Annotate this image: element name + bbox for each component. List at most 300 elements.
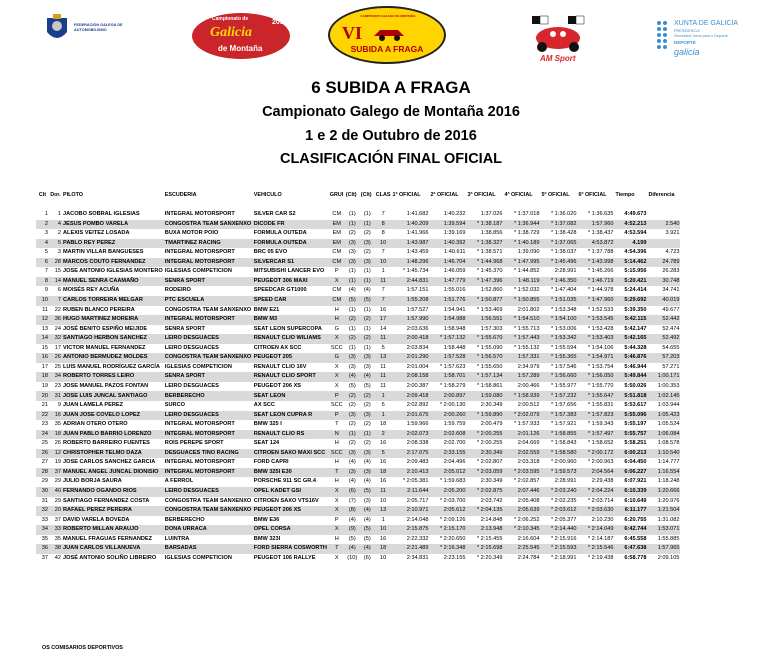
table-cell: RENAULT CLIO SPORT: [253, 372, 329, 382]
table-cell: SPEED CAR: [253, 296, 329, 306]
table-cell: T: [329, 420, 345, 430]
table-cell: * 1:45.734: [391, 267, 429, 277]
table-cell: 6:10.649: [614, 497, 647, 507]
table-cell: * 2:03.595: [503, 468, 540, 478]
table-cell: 6:00.213: [614, 449, 647, 459]
table-cell: 2: [36, 220, 49, 230]
championship-subtitle: Campionato Galego de Montaña 2016: [262, 104, 520, 120]
table-cell: * 2:05.381: [391, 477, 429, 487]
table-cell: (2): [345, 334, 360, 344]
table-cell: 1:57.960: [577, 220, 614, 230]
table-cell: 11: [375, 277, 392, 287]
table-cell: * 1:53.006: [540, 325, 577, 335]
xunta-logo: [656, 20, 766, 68]
table-cell: 1:48.296: [391, 258, 429, 268]
table-cell: 5:55.096: [614, 411, 647, 421]
table-cell: (3): [360, 363, 375, 373]
column-header: Diferencia: [648, 192, 675, 199]
table-cell: CITROEN AX SCC: [253, 344, 329, 354]
table-cell: (2): [360, 401, 375, 411]
table-cell: * 1:37.018: [503, 210, 540, 220]
table-cell: * 2:00.255: [466, 430, 503, 440]
table-cell: * 1:57.132: [429, 334, 466, 344]
table-cell: SENRA SPORT: [164, 372, 253, 382]
table-cell: PORSCHE 911 SC GR.4: [253, 477, 329, 487]
table-cell: 37: [49, 516, 62, 526]
table-cell: 1:41.966: [391, 229, 429, 239]
table-cell: * 1:55.831: [577, 401, 614, 411]
table-cell: * 1:38.037: [540, 248, 577, 258]
table-cell: * 1:38.437: [577, 229, 614, 239]
column-header: 4ª OFICIAL: [504, 192, 533, 199]
table-cell: SCC: [329, 449, 345, 459]
federation-name: FEDERACIÓN GALEGA DE AUTOMOBILISMO: [74, 23, 123, 32]
table-cell: JOSE ANTONIO IGLESIAS MONTERO: [62, 267, 164, 277]
table-cell: X: [329, 334, 345, 344]
table-cell: 6:10.339: [614, 487, 647, 497]
table-cell: * 1:55.713: [503, 325, 540, 335]
table-cell: RENAULT CLIO RS: [253, 430, 329, 440]
table-cell: 27: [36, 458, 49, 468]
table-cell: 10: [375, 239, 392, 249]
table-cell: X: [329, 506, 345, 516]
table-cell: X: [329, 382, 345, 392]
table-cell: 1:00.171: [647, 372, 680, 382]
table-cell: 1:55.208: [391, 296, 429, 306]
table-cell: 5:29.692: [614, 296, 647, 306]
table-cell: 2:03.742: [466, 497, 503, 507]
table-cell: 5: [375, 344, 392, 354]
table-cell: (3): [345, 353, 360, 363]
xunta-name: XUNTA DE GALICIA: [674, 20, 739, 27]
table-cell: 4:54.396: [614, 248, 647, 258]
table-cell: (3): [345, 258, 360, 268]
table-cell: (2): [360, 439, 375, 449]
am-sport-logo: [528, 14, 588, 66]
table-row: [36, 258, 680, 268]
xunta-galicia: galicia: [674, 47, 700, 57]
table-cell: * 1:58.580: [540, 449, 577, 459]
table-cell: LUIS MANUEL RODRÍGUEZ GARCÍA: [62, 363, 164, 373]
table-cell: SCC: [329, 344, 345, 354]
table-cell: TMARTINEZ RACING: [164, 239, 253, 249]
table-cell: FORMULA OUTEDA: [253, 239, 329, 249]
table-cell: 2:44.831: [391, 277, 429, 287]
table-cell: 6:45.558: [614, 535, 647, 545]
table-cell: * 1:52.533: [577, 306, 614, 316]
table-cell: 2:10.230: [577, 516, 614, 526]
table-cell: P: [329, 391, 345, 401]
table-cell: CM: [329, 286, 345, 296]
table-cell: 2:00.479: [466, 420, 503, 430]
table-cell: PEUGEOT 206 XS: [253, 382, 329, 392]
table-cell: * 2:00.130: [429, 401, 466, 411]
table-cell: IGLESIAS COMPETICION: [164, 554, 253, 564]
table-cell: 1:57.151: [391, 286, 429, 296]
table-cell: 18: [36, 372, 49, 382]
xunta-sub1: PRESIDENCIA: [674, 29, 700, 33]
table-cell: 2:01.290: [391, 353, 429, 363]
table-cell: OPEL CORSA: [253, 525, 329, 535]
table-cell: * 2:05.377: [540, 516, 577, 526]
table-cell: 2:07.446: [503, 487, 540, 497]
table-cell: * 1:58.652: [577, 439, 614, 449]
table-cell: 54.655: [647, 344, 680, 354]
table-cell: 1:05.524: [647, 420, 680, 430]
table-cell: (2): [360, 315, 375, 325]
table-cell: 1:08.578: [647, 439, 680, 449]
table-cell: * 1:57.823: [577, 411, 614, 421]
table-cell: * 2:14.049: [577, 525, 614, 535]
table-cell: 1:43.987: [391, 239, 429, 249]
table-cell: 1:20.666: [647, 487, 680, 497]
table-cell: * 1:58.279: [429, 382, 466, 392]
table-cell: * 1:53.754: [577, 363, 614, 373]
column-header: VEHICULO: [253, 192, 282, 199]
table-cell: 38: [49, 544, 62, 554]
table-cell: (4): [345, 458, 360, 468]
table-cell: CONGOSTRA TEAM SANXENXO: [164, 306, 253, 316]
table-cell: 2:09.105: [647, 554, 680, 564]
table-cell: 1:37.026: [466, 210, 503, 220]
table-cell: 1:40.611: [429, 248, 466, 258]
table-cell: * 1:55.650: [466, 363, 503, 373]
table-cell: (3): [345, 411, 360, 421]
table-cell: 2:34.831: [391, 554, 429, 564]
table-cell: INTEGRAL MOTORSPORT: [164, 248, 253, 258]
table-cell: 24: [49, 325, 62, 335]
table-cell: 1:06.084: [647, 430, 680, 440]
table-cell: * 1:38.571: [466, 248, 503, 258]
table-cell: * 1:55.770: [577, 382, 614, 392]
table-cell: 26: [49, 353, 62, 363]
table-cell: 1:57.965: [647, 544, 680, 554]
table-cell: 1:39.090: [503, 248, 540, 258]
table-cell: (3): [345, 363, 360, 373]
table-cell: 2:00.466: [503, 382, 540, 392]
table-cell: CM: [329, 210, 345, 220]
table-cell: SCC: [329, 401, 345, 411]
table-cell: (2): [360, 420, 375, 430]
table-cell: 2:17.075: [391, 449, 429, 459]
table-row: [36, 497, 680, 507]
table-row: [36, 458, 680, 468]
table-cell: 16: [36, 353, 49, 363]
table-cell: * 1:44.968: [466, 258, 503, 268]
table-cell: 1:31.082: [647, 516, 680, 526]
table-cell: RUBEN BLANCO PEREIRA: [62, 306, 164, 316]
table-cell: 1: [375, 267, 392, 277]
table-cell: 2:04.496: [429, 458, 466, 468]
table-cell: 1:40.209: [391, 220, 429, 230]
cartoon-car-icon: [528, 14, 588, 54]
table-cell: 1:39.594: [429, 220, 466, 230]
table-cell: * 2:04.135: [466, 506, 503, 516]
table-cell: CITROEN SAXO VTS16V: [253, 497, 329, 507]
table-cell: * 2:02.079: [503, 411, 540, 421]
table-cell: 1:46.704: [429, 258, 466, 268]
table-cell: BMW M3: [253, 315, 329, 325]
table-cell: 6:58.778: [614, 554, 647, 564]
table-cell: * 2:03.240: [540, 487, 577, 497]
table-cell: (4): [360, 458, 375, 468]
table-cell: 26: [36, 449, 49, 459]
table-cell: (3): [360, 353, 375, 363]
championship-logo-bot: de Montaña: [218, 44, 263, 53]
table-cell: 29: [49, 477, 62, 487]
table-cell: 2:03.834: [391, 344, 429, 354]
table-cell: MITSUBISHI LANCER EVO: [253, 267, 329, 277]
table-cell: 17: [375, 315, 392, 325]
table-cell: 18: [375, 468, 392, 478]
table-cell: 7: [49, 296, 62, 306]
table-cell: 2:21.489: [391, 544, 429, 554]
table-cell: (1): [360, 325, 375, 335]
table-cell: BERBERECHO: [164, 391, 253, 401]
table-cell: 16: [375, 439, 392, 449]
event-logo: [328, 6, 446, 64]
table-cell: 1:41.682: [391, 210, 429, 220]
table-cell: 1:43.459: [391, 248, 429, 258]
table-cell: 17: [49, 344, 62, 354]
table-cell: MARCOS COUTO FERNANDEZ: [62, 258, 164, 268]
table-cell: 6:11.177: [614, 506, 647, 516]
table-cell: 26.283: [647, 267, 680, 277]
table-cell: 35: [36, 535, 49, 545]
table-cell: * 1:59.573: [540, 468, 577, 478]
table-cell: JUAN JOSE COVELO LOPEZ: [62, 411, 164, 421]
table-cell: T: [329, 544, 345, 554]
table-cell: 13: [36, 325, 49, 335]
table-cell: 1:47.779: [429, 277, 466, 287]
table-cell: 3.921: [647, 229, 680, 239]
table-cell: BARSADAS: [164, 544, 253, 554]
table-cell: 2:03.318: [503, 458, 540, 468]
table-cell: SANTIAGO HERBON SANCHEZ: [62, 334, 164, 344]
table-cell: JACOBO SOBRAL IGLESIAS: [62, 210, 164, 220]
table-cell: (1): [360, 344, 375, 354]
table-cell: * 1:53.342: [540, 334, 577, 344]
table-cell: 11: [375, 334, 392, 344]
table-cell: 1:54.941: [429, 306, 466, 316]
table-cell: 52.492: [647, 334, 680, 344]
table-cell: * 1:43.998: [577, 258, 614, 268]
table-cell: 2:25.545: [503, 544, 540, 554]
table-cell: (6): [345, 487, 360, 497]
table-cell: * 2:10.345: [503, 525, 540, 535]
table-cell: (3): [345, 468, 360, 478]
table-cell: 16: [375, 535, 392, 545]
table-cell: X: [329, 487, 345, 497]
table-cell: * 1:55.594: [540, 344, 577, 354]
table-cell: SANTIAGO FERNANDEZ COSTA: [62, 497, 164, 507]
table-cell: (2): [345, 229, 360, 239]
table-cell: VICTOR MANUEL FERNANDEZ: [62, 344, 164, 354]
table-cell: 35: [49, 535, 62, 545]
table-cell: ROBERTO MILLAN ARAUJO: [62, 525, 164, 535]
table-cell: 5:44.328: [614, 344, 647, 354]
table-cell: SEAT LEON SUPERCOPA: [253, 325, 329, 335]
table-cell: 2:15.875: [391, 525, 429, 535]
table-cell: P: [329, 516, 345, 526]
table-cell: CITROEN SAXO MAXI SCC: [253, 449, 329, 459]
table-cell: 2:08.158: [391, 372, 429, 382]
table-cell: * 1:50.877: [466, 296, 503, 306]
table-row: [36, 210, 680, 220]
table-cell: * 1:55.365: [540, 353, 577, 363]
table-cell: 1:16.554: [647, 468, 680, 478]
table-cell: 5:55.197: [614, 420, 647, 430]
table-cell: SILVER CAR S2: [253, 210, 329, 220]
table-cell: 5:42.147: [614, 325, 647, 335]
table-cell: 8: [375, 229, 392, 239]
championship-logo: [186, 11, 298, 61]
table-cell: 1: [36, 210, 49, 220]
table-cell: 9: [49, 401, 62, 411]
table-cell: 7: [375, 296, 392, 306]
table-cell: 16: [375, 458, 392, 468]
table-row: [36, 315, 680, 325]
table-cell: CONGOSTRA TEAM SANXENXO: [164, 353, 253, 363]
table-cell: (1): [345, 306, 360, 316]
table-row: [36, 296, 680, 306]
table-cell: (1): [345, 210, 360, 220]
table-cell: X: [329, 363, 345, 373]
table-cell: * 2:00.963: [577, 458, 614, 468]
table-cell: P: [329, 267, 345, 277]
column-header: CLAS: [375, 192, 391, 199]
table-cell: BMW 323I: [253, 535, 329, 545]
table-cell: BMW 325I E30: [253, 468, 329, 478]
table-cell: * 2:15.455: [466, 535, 503, 545]
table-cell: (3): [360, 468, 375, 478]
table-cell: LUINTRA: [164, 535, 253, 545]
federation-logo: [44, 14, 144, 44]
table-cell: 1:20.976: [647, 497, 680, 507]
table-row: [36, 363, 680, 373]
table-cell: INTEGRAL MOTORSPORT: [164, 458, 253, 468]
table-cell: LEIRO DESGUACES: [164, 487, 253, 497]
table-cell: JOSÉ BENITO ESPIÑO MEIJIDE: [62, 325, 164, 335]
table-cell: 5:46.876: [614, 353, 647, 363]
table-cell: 5: [36, 248, 49, 258]
table-cell: 57.203: [647, 353, 680, 363]
table-cell: (2): [345, 315, 360, 325]
table-cell: 2:11.644: [391, 487, 429, 497]
table-row: [36, 391, 680, 401]
table-cell: (2): [360, 229, 375, 239]
table-cell: RENAULT CLIO WILIAMS: [253, 334, 329, 344]
table-cell: JOSÉ ANTONIO SOLIÑO LIBREIRO: [62, 554, 164, 564]
event-title: 6 SUBIDA A FRAGA: [311, 78, 471, 97]
table-cell: (4): [345, 286, 360, 296]
table-cell: * 2:15.170: [429, 525, 466, 535]
results-table: [36, 191, 680, 563]
table-cell: FERNANDO OGANDO RIOS: [62, 487, 164, 497]
table-cell: * 1:38.428: [540, 229, 577, 239]
table-cell: 1:14.777: [647, 458, 680, 468]
table-cell: (2): [345, 401, 360, 411]
table-cell: * 1:46.350: [540, 277, 577, 287]
table-cell: (2): [360, 248, 375, 258]
table-cell: * 1:57.623: [429, 363, 466, 373]
table-cell: (1): [360, 430, 375, 440]
table-cell: ROBERTO BARREIRO FUENTES: [62, 439, 164, 449]
table-cell: ANTONIO BERMUDEZ MOLDES: [62, 353, 164, 363]
table-cell: H: [329, 439, 345, 449]
table-cell: SILVERCAR S1: [253, 258, 329, 268]
table-cell: 1:57.331: [503, 353, 540, 363]
table-cell: 5:55.757: [614, 430, 647, 440]
table-cell: 31: [36, 497, 49, 507]
table-cell: 5:49.844: [614, 372, 647, 382]
table-cell: * 1:40.189: [503, 239, 540, 249]
table-cell: PEUGEOT 306 MAXI: [253, 277, 329, 287]
table-cell: * 1:57.443: [503, 334, 540, 344]
table-cell: 2:24.784: [503, 554, 540, 564]
table-cell: 2:10.971: [391, 506, 429, 516]
table-cell: 1:48.119: [503, 277, 540, 287]
race-car-icon: [372, 24, 406, 42]
table-cell: * 1:38.187: [466, 220, 503, 230]
table-cell: IGLESIAS COMPETICION: [164, 363, 253, 373]
table-cell: 30.748: [647, 277, 680, 287]
table-cell: 37: [49, 468, 62, 478]
table-cell: SPEEDCAR GT1000: [253, 286, 329, 296]
table-cell: 1:54.988: [429, 315, 466, 325]
table-cell: PABLO REY PEREZ: [62, 239, 164, 249]
table-cell: 6:06.227: [614, 468, 647, 478]
table-cell: * 1:47.960: [577, 296, 614, 306]
table-cell: * 1:58.855: [540, 430, 577, 440]
table-cell: * 2:02.857: [503, 477, 540, 487]
table-cell: * 2:06.252: [503, 516, 540, 526]
table-cell: INTEGRAL MOTORSPORT: [164, 210, 253, 220]
table-cell: 28: [49, 258, 62, 268]
table-cell: 11: [36, 306, 49, 316]
table-cell: (4): [345, 372, 360, 382]
event-dates: 1 e 2 de Outubro de 2016: [305, 128, 477, 144]
table-cell: EM: [329, 239, 345, 249]
table-cell: * 1:57.232: [540, 391, 577, 401]
table-row: [36, 468, 680, 478]
table-cell: * 2:15.916: [540, 535, 577, 545]
table-cell: 1:52.860: [466, 286, 503, 296]
table-cell: SENRA SPORT: [164, 325, 253, 335]
table-cell: BMW E36: [253, 516, 329, 526]
table-cell: * 2:15.546: [577, 544, 614, 554]
table-cell: X: [329, 497, 345, 507]
table-cell: 2:30.349: [466, 477, 503, 487]
table-cell: 2:00.512: [503, 401, 540, 411]
table-cell: * 1:54.510: [503, 315, 540, 325]
table-row: [36, 239, 680, 249]
table-cell: * 1:56.570: [466, 353, 503, 363]
table-cell: * 1:58.843: [540, 439, 577, 449]
table-cell: 6: [49, 286, 62, 296]
table-cell: * 1:38.729: [503, 229, 540, 239]
table-cell: 4:49.673: [614, 210, 647, 220]
table-cell: G: [329, 325, 345, 335]
table-cell: ROBERTO TORRES LEIRO: [62, 372, 164, 382]
table-cell: * 2:18.991: [540, 554, 577, 564]
table-cell: 5:58.251: [614, 439, 647, 449]
table-cell: JUAN LAMELA PEREZ: [62, 401, 164, 411]
table-cell: * 1:55.090: [466, 344, 503, 354]
table-cell: JUAN PABLO BARRIO LORENZO: [62, 430, 164, 440]
table-cell: ALEXIS VEITEZ LOSADA: [62, 229, 164, 239]
table-cell: P: [329, 411, 345, 421]
